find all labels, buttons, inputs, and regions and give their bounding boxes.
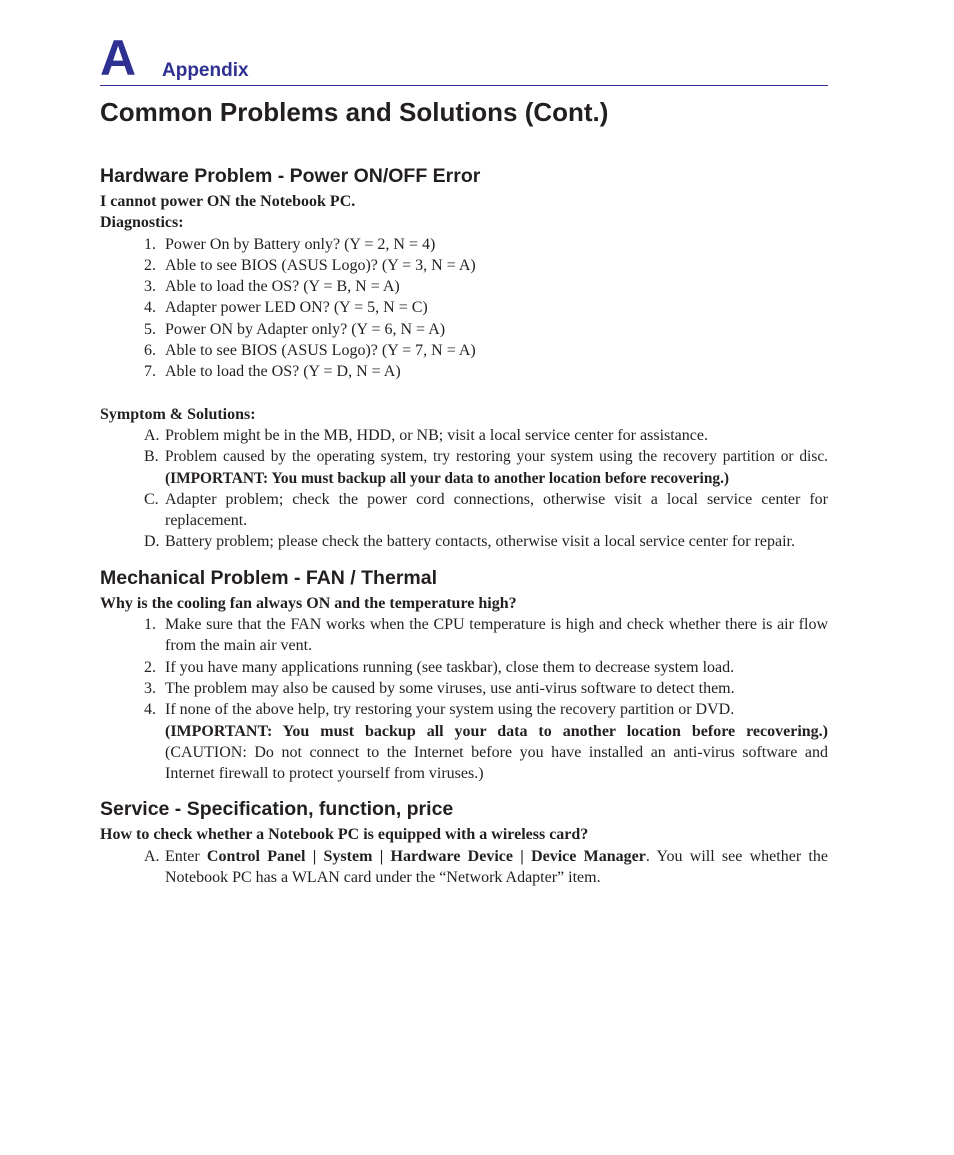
question-fan: Why is the cooling fan always ON and the temperature high? [100,594,517,612]
list-item: 7. Able to load the OS? (Y = D, N = A) [144,363,401,381]
appendix-label: Appendix [162,60,249,81]
fan-list [100,614,828,784]
list-item: 3. Able to load the OS? (Y = B, N = A) [144,278,400,296]
diagnostics-list [100,234,828,383]
list-item: 1. Make sure that the FAN works when the CPU temperature is high and check whether there is air flow from the main air vent. [144,616,828,655]
list-item: A. Problem might be in the MB, HDD, or NB; visit a local service center for assistance. [144,426,708,444]
list-item: 5. Power ON by Adapter only? (Y = 6, N = A) [144,320,446,338]
list-item: 1. Power On by Battery only? (Y = 2, N = 4) [144,235,436,253]
list-item: A. Enter Control Panel | System | Hardware Device | Device Manager. You will see whether the Notebook PC has a WLAN card under the “Network Adapter” item. [144,847,828,887]
section-heading-fan: Mechanical Problem - FAN / Thermal [100,566,438,589]
page-title: Common Problems and Solutions (Cont.) [100,97,609,127]
list-item: 4. Adapter power LED ON? (Y = 5, N = C) [144,299,428,317]
list-item: C. Adapter problem; check the power cord connections, otherwise visit a local service center for replacement. [144,490,828,530]
appendix-header [100,30,828,86]
appendix-letter: A [100,30,137,86]
list-item: 4. If none of the above help, try restoring your system using the recovery partition or DVD. (IMPORTANT: You must backup all your data to another location before recovering.) (CAUTION: Do not connect to the Internet before you have installed an anti-virus software and Internet firewall to protect yourself from viruses.) [144,701,828,783]
content [100,163,828,888]
symptom-label: Symptom & Solutions: [100,405,256,423]
question-wireless: How to check whether a Notebook PC is equipped with a wireless card? [100,826,589,844]
list-item: 3. The problem may also be caused by some viruses, use anti-virus software to detect them. [144,679,735,697]
list-item: 6. Able to see BIOS (ASUS Logo)? (Y = 7, N = A) [144,342,476,360]
question-power: I cannot power ON the Notebook PC. [100,193,356,210]
list-item: B. Problem caused by the operating system, try restoring your system using the recovery partition or disc. (IMPORTANT: You must backup all your data to another location before recovering.) [144,448,828,487]
section-heading-power: Hardware Problem - Power ON/OFF Error [100,165,481,187]
diagnostics-label: Diagnostics: [100,214,184,232]
service-list [100,846,828,889]
list-item: D. Battery problem; please check the battery contacts, otherwise visit a local service center for repair. [144,533,795,551]
section-heading-service: Service - Specification, function, price [100,798,454,821]
solutions-list [100,425,828,553]
list-item: 2. Able to see BIOS (ASUS Logo)? (Y = 3, N = A) [144,256,476,274]
list-item: 2. If you have many applications running (see taskbar), close them to decrease system load. [144,658,735,676]
